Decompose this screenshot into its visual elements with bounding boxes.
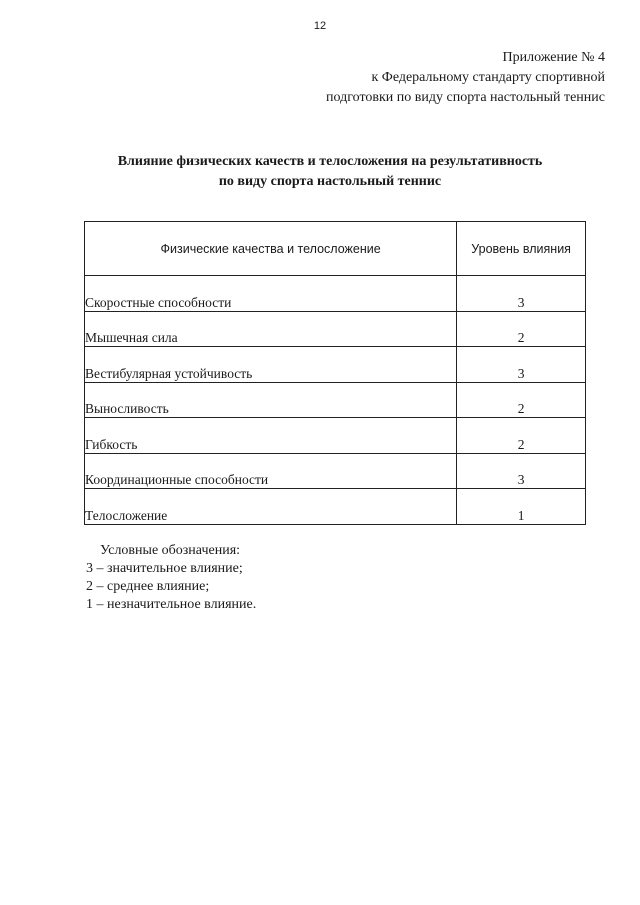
appendix-header	[326, 48, 605, 108]
level-cell: 3	[457, 276, 586, 312]
table-header-row	[85, 222, 586, 276]
table-row	[85, 311, 586, 347]
quality-cell: Выносливость	[85, 382, 457, 418]
page-number: 12	[313, 20, 327, 32]
level-cell: 2	[457, 382, 586, 418]
quality-cell: Гибкость	[85, 418, 457, 454]
column-header-quality: Физические качества и телосложение	[85, 222, 457, 276]
legend	[86, 542, 257, 614]
table-row	[85, 489, 586, 525]
legend-item-minor: 1 – незначительное влияние.	[86, 597, 257, 612]
legend-heading: Условные обозначения:	[100, 543, 241, 558]
quality-cell: Скоростные способности	[85, 276, 457, 312]
table-row	[85, 347, 586, 383]
level-cell: 3	[457, 347, 586, 383]
table-row	[85, 382, 586, 418]
level-cell: 2	[457, 418, 586, 454]
level-cell: 2	[457, 311, 586, 347]
quality-cell: Телосложение	[85, 489, 457, 525]
level-cell: 1	[457, 489, 586, 525]
table-row	[85, 453, 586, 489]
legend-item-significant: 3 – значительное влияние;	[86, 561, 243, 576]
impact-table	[84, 221, 586, 525]
appendix-title: Приложение № 4	[502, 50, 605, 65]
column-header-level: Уровень влияния	[457, 222, 586, 276]
document-title-line1: Влияние физических качеств и телосложения на результативность	[117, 154, 543, 169]
appendix-reference: к Федеральному стандарту спортивной	[371, 70, 605, 85]
document-title-line2: по виду спорта настольный теннис	[218, 174, 442, 189]
table-row	[85, 418, 586, 454]
quality-cell: Мышечная сила	[85, 311, 457, 347]
appendix-sport: подготовки по виду спорта настольный теннис	[326, 90, 605, 105]
quality-cell: Вестибулярная устойчивость	[85, 347, 457, 383]
table-row	[85, 276, 586, 312]
quality-cell: Координационные способности	[85, 453, 457, 489]
legend-item-medium: 2 – среднее влияние;	[86, 579, 210, 594]
document-title	[0, 152, 640, 192]
level-cell: 3	[457, 453, 586, 489]
